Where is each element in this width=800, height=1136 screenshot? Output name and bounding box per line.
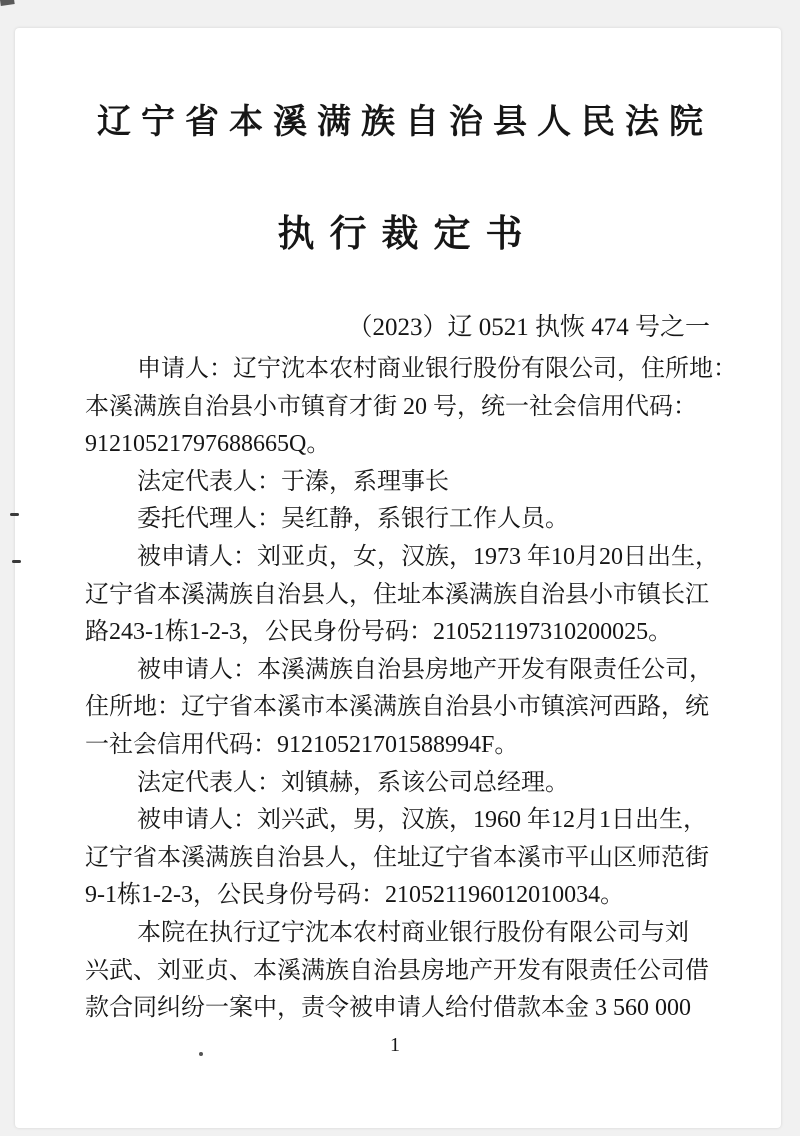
scan-artifact-dash [10,513,19,516]
body-line: 申请人：辽宁沈本农村商业银行股份有限公司，住所地： [137,356,737,382]
case-number: （2023）辽 0521 执恢 474 号之一 [347,314,710,341]
body-line: 本溪满族自治县小市镇育才街 20 号，统一社会信用代码： [85,393,697,420]
page-number: 1 [390,1034,400,1056]
body-line: 路243-1栋1-2-3，公民身份号码：210521197310200025。 [85,619,673,646]
document-body [85,351,737,1028]
body-line: 辽宁省本溪满族自治县人，住址辽宁省本溪市平山区师范街 [85,844,709,871]
body-line: 被申请人：本溪满族自治县房地产开发有限责任公司， [137,656,713,683]
scan-artifact-corner [0,0,15,6]
body-line: 91210521797688665Q。 [85,431,331,458]
body-line: 辽宁省本溪满族自治县人，住址本溪满族自治县小市镇长江 [85,581,709,608]
body-line: 被申请人：刘兴武，男，汉族，1960 年12月1日出生， [137,807,707,834]
body-line: 被申请人：刘亚贞，女，汉族，1973 年10月20日出生， [137,543,719,570]
body-line: 本院在执行辽宁沈本农村商业银行股份有限公司与刘 [137,919,689,946]
body-line: 法定代表人：于溱，系理事长 [137,468,449,495]
body-line: 款合同纠纷一案中，责令被申请人给付借款本金 3 560 000 [85,995,691,1022]
body-line: 一社会信用代码：91210521701588994F。 [85,731,519,758]
body-line: 兴武、刘亚贞、本溪满族自治县房地产开发有限责任公司借 [85,957,709,984]
body-line: 委托代理人：吴红静，系银行工作人员。 [137,506,569,533]
body-line: 法定代表人：刘镇赫，系该公司总经理。 [137,769,569,796]
scan-artifact-dash [12,560,21,563]
court-name: 辽宁省本溪满族自治县人民法院 [97,104,713,141]
body-line: 住所地：辽宁省本溪市本溪满族自治县小市镇滨河西路，统 [85,694,709,721]
body-line: 9-1栋1-2-3，公民身份号码：210521196012010034。 [85,882,625,909]
document-title: 执行裁定书 [277,214,538,255]
